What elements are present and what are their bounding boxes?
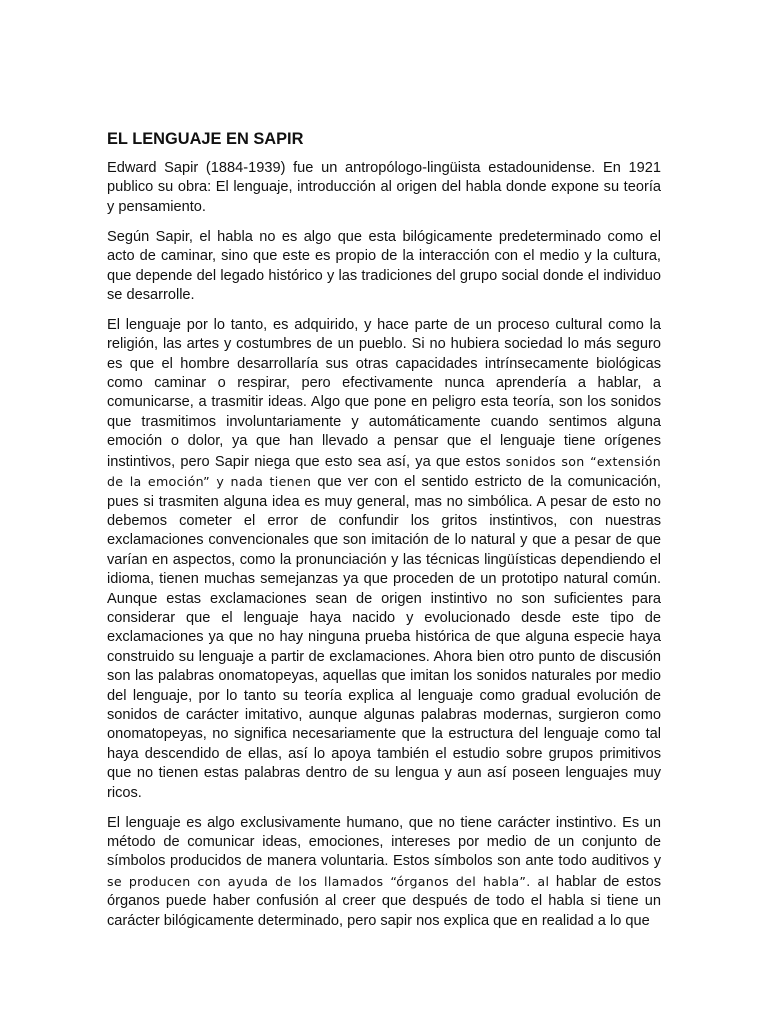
document-title: EL LENGUAJE EN SAPIR <box>107 130 304 148</box>
document-page <box>107 128 661 941</box>
paragraph-3-part-1: El lenguaje por lo tanto, es adquirido, y hace parte de un proceso cultural como la religión, las artes y costumbres de un pueblo. Si no hubiera sociedad lo más seguro es que el hombre desarrollaría sus otras capacidades intrínsecamente biológicas como caminar o respirar, pero efectivamente nunca aprendería a hablar, a comunicarse, a trasmitir ideas. Algo que pone en peligro esta teoría, son los sonidos que trasmitimos involuntariamente y automáticamente cuando sentimos alguna emoción o dolor, ya que han llevado a pensar que el lenguaje tiene orígenes instintivos, pero Sapir niega que esto sea así, ya que estos <box>107 316 661 470</box>
paragraph-4-part-1: El lenguaje es algo exclusivamente humano, que no tiene carácter instintivo. Es un método de comunicar ideas, emociones, intereses por medio de un conjunto de símbolos producidos de manera voluntaria. Estos símbolos son ante todo auditivos y <box>107 814 661 870</box>
paragraph-4-part-2: hablar de estos órganos puede haber confusión al creer que después de todo el habla si tiene un carácter bilógicamente determinado, pero sapir nos explica que en realidad a lo que <box>107 873 661 929</box>
paragraph-3 <box>107 316 661 803</box>
paragraph-4 <box>107 814 661 931</box>
paragraph-3-quote: sonidos son “extensión de la emoción” y nada tienen <box>107 453 661 490</box>
paragraph-1: Edward Sapir (1884-1939) fue un antropólogo-lingüista estadounidense. En 1921 publico su obra: El lenguaje, introducción al origen del habla donde expone su teoría y pensamiento. <box>107 160 661 215</box>
paragraph-3-part-2: que ver con el sentido estricto de la comunicación, pues si trasmiten alguna idea es muy general, mas no simbólica. A pesar de esto no debemos cometer el error de confundir los gritos instintivos, con nuestras exclamaciones convencionales que son imitación de lo natural y que a pesar de que varían en aspectos, como la pronunciación y las técnicas lingüísticas dependiendo el idioma, tienen muchas semejanzas ya que proceden de un prototipo natural común. Aunque estas exclamaciones sean de origen instintivo no son suficientes para considerar que el lenguaje haya nacido y evolucionado desde este tipo de exclamaciones ya que no hay ninguna prueba histórica de que alguna especie haya construido su lenguaje a partir de exclamaciones. Ahora bien otro punto de discusión son las palabras onomatopeyas, aquellas que imitan los sonidos naturales por medio del lenguaje, por lo tanto su teoría explica al lenguaje como gradual evolución de sonidos de carácter imitativo, aunque algunas palabras modernas, surgieron como onomatopeyas, no significa necesariamente que la estructura del lenguaje como tal haya descendido de ellas, así lo apoya también el estudio sobre grupos primitivos que no tienen estas palabras dentro de su lengua y aun así poseen lenguajes muy ricos. <box>107 474 661 801</box>
paragraph-4-quote: se producen con ayuda de los llamados “órganos del habla”. al <box>107 873 550 889</box>
paragraph-2: Según Sapir, el habla no es algo que esta bilógicamente predeterminado como el acto de caminar, sino que este es propio de la interacción con el medio y la cultura, que depende del legado histórico y las tradiciones del grupo social donde el individuo se desarrolle. <box>107 228 661 303</box>
